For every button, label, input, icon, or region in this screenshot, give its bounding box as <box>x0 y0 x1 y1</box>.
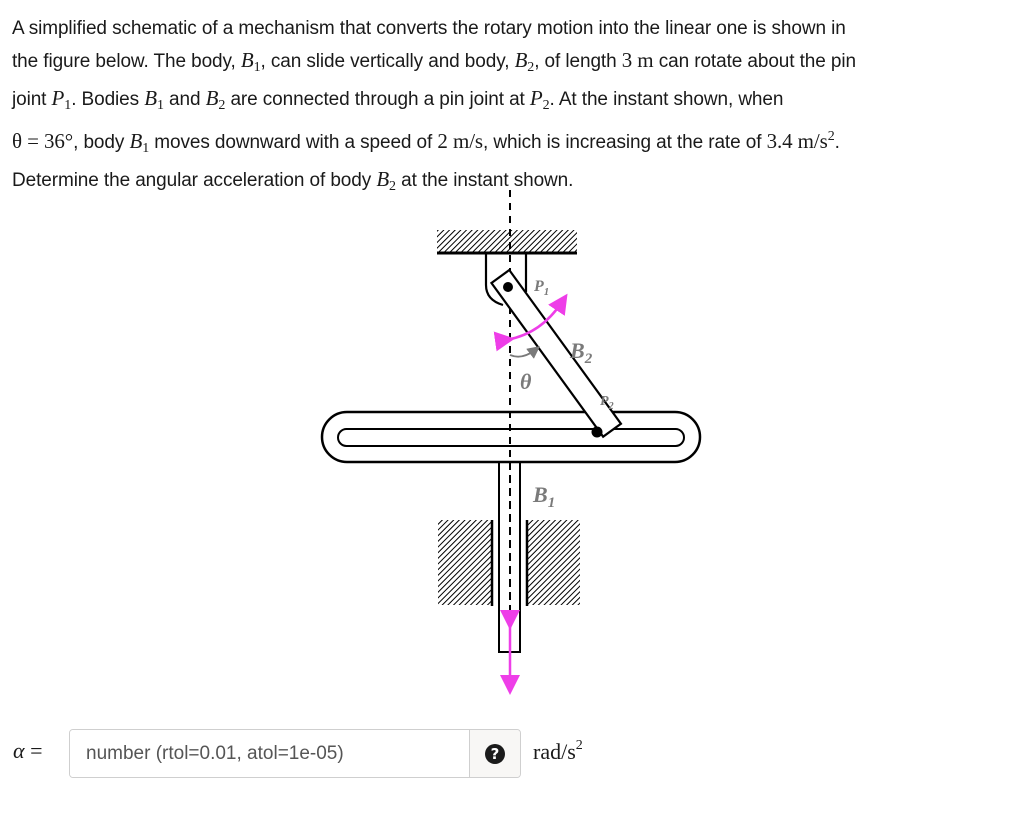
label-theta: θ <box>520 369 532 394</box>
help-button[interactable] <box>469 730 520 777</box>
ceiling-support <box>437 230 577 253</box>
theta-arc-icon <box>510 350 535 357</box>
answer-units: rad/$s^2$ <box>533 738 583 764</box>
question-line-2: the figure below. The body, $B_1$, can slide vertically and body, $B_2$, of length 3 m can rotate about the pin <box>12 47 856 75</box>
body-b1: $B_1$ <box>144 86 164 113</box>
question-mark-icon: ? <box>485 744 505 764</box>
joint-p2: $P_2$ <box>529 86 550 113</box>
body-b2: $B_2$ <box>376 167 396 194</box>
label-b1: $B_1$ <box>533 482 556 511</box>
answer-row <box>0 728 700 778</box>
joint-p1: $P_1$ <box>51 86 72 113</box>
mechanism-figure <box>300 185 720 700</box>
label-p2: $P_2$ <box>600 394 614 412</box>
label-p1: $P_1$ <box>534 278 550 298</box>
answer-input-group <box>69 729 521 778</box>
theta-value: θ = 36° <box>12 128 74 153</box>
body-b2: $B_2$ <box>514 47 535 75</box>
pin-p1 <box>503 282 513 292</box>
accel-value: 3.4 $m/s^2$ <box>766 128 835 153</box>
speed-value: 2 m/s <box>437 128 483 153</box>
question-line-1: A simplified schematic of a mechanism that converts the rotary motion into the linear one is shown in <box>12 18 846 39</box>
label-b2: $B_2$ <box>570 338 593 367</box>
length-value: 3 m <box>621 47 654 72</box>
answer-input[interactable] <box>70 730 469 777</box>
body-b1: $B_1$ <box>240 47 261 75</box>
question-line-3: joint $P_1$. Bodies $B_1$ and $B_2$ are connected through a pin joint at $P_2$. At the instant shown, when <box>12 86 784 113</box>
answer-variable-label: α = <box>13 738 43 763</box>
question-line-5: Determine the angular acceleration of body $B_2$ at the instant shown. <box>12 167 574 194</box>
pin-p2 <box>592 427 603 438</box>
question-line-4: θ = 36°, body $B_1$ moves downward with a speed of 2 m/s, which is increasing at the rate of 3.4 $m/s^2$. <box>12 128 840 156</box>
question-text <box>12 14 1017 203</box>
body-b1: $B_1$ <box>129 128 150 156</box>
mechanism-schematic <box>300 185 720 700</box>
body-b2: $B_2$ <box>205 86 226 113</box>
